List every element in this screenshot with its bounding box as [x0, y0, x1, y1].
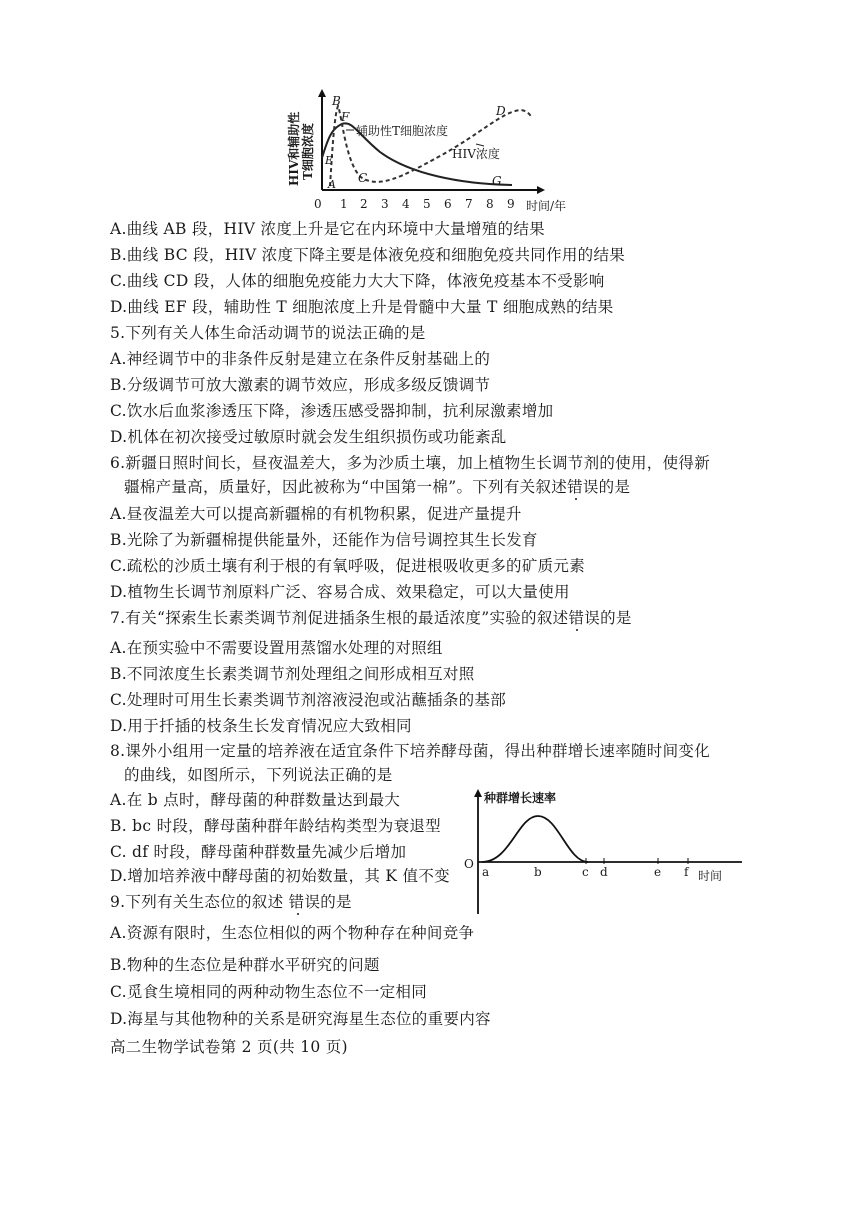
fig1-x-arrow	[537, 186, 545, 194]
q9-stem-a: 9.下列有关生态位的叙述	[110, 893, 289, 911]
fig2-y-arrow	[474, 789, 482, 797]
tick-3: 3	[381, 197, 389, 211]
tick-6: 6	[444, 197, 452, 211]
q9-option-a: A.资源有限时，生态位相似的两个物种存在种间竞争	[110, 924, 475, 942]
label-d: D	[496, 104, 506, 118]
q6-option-a: A.昼夜温差大可以提高新疆棉的有机物积累，促进产量提升	[110, 505, 522, 523]
q9-stem	[110, 891, 352, 913]
q7-stem-c: 误的是	[584, 609, 632, 627]
q4-option-a: A.曲线 AB 段，HIV 浓度上升是它在内环境中大量增殖的结果	[110, 220, 545, 238]
fig2-origin: O	[464, 857, 474, 871]
tick-7: 7	[465, 197, 473, 211]
label-f: F	[341, 110, 350, 124]
q6-option-d: D.植物生长调节剂原料广泛、容易合成、效果稳定，可以大量使用	[110, 583, 570, 601]
q8-option-c: C. df 时段，酵母菌种群数量先减少后增加	[110, 843, 407, 861]
tick-0: 0	[314, 197, 322, 211]
q8-stem-line-1: 8.课外小组用一定量的培养液在适宜条件下培养酵母菌，得出种群增长速率随时间变化	[110, 742, 710, 760]
q9-stem-c: 误的是	[304, 893, 352, 911]
fig1-ylabel-1: HIV和辅助性	[287, 111, 301, 186]
q7-option-c: C.处理时可用生长素类调节剂溶液浸泡或沾蘸插条的基部	[110, 691, 507, 709]
label-a: A	[328, 178, 336, 191]
q5-stem: 5.下列有关人体生命活动调节的说法正确的是	[110, 324, 426, 342]
q7-stem-a: 7.有关“探索生长素类调节剂促进插条生根的最适浓度”实验的叙述	[110, 609, 569, 627]
q6-stem-line-2	[124, 476, 630, 498]
fig1-xlabel: 时间/年	[526, 199, 567, 213]
q7-stem	[110, 607, 632, 629]
tick-8: 8	[486, 197, 494, 211]
point-d: d	[600, 865, 608, 879]
growth-rate-curve	[482, 816, 588, 862]
q6-option-b: B.光除了为新疆棉提供能量外，还能作为信号调控其生长发育	[110, 531, 538, 549]
q5-option-b: B.分级调节可放大激素的调节效应，形成多级反馈调节	[110, 376, 491, 394]
q7-option-a: A.在预实验中不需要设置用蒸馏水处理的对照组	[110, 639, 443, 657]
q4-option-c: C.曲线 CD 段，人体的细胞免疫能力大大下降，体液免疫基本不受影响	[110, 272, 605, 290]
fig2-xlabel: 时间	[698, 869, 723, 883]
page-footer: 高二生物学试卷第 2 页(共 10 页)	[110, 1038, 348, 1056]
tick-4: 4	[402, 197, 410, 211]
q5-option-a: A.神经调节中的非条件反射是建立在条件反射基础上的	[110, 350, 491, 368]
label-c: C	[358, 171, 368, 185]
t-cell-curve-label: 辅助性T细胞浓度	[356, 124, 449, 138]
q8-option-b: B. bc 时段，酵母菌种群年龄结构类型为衰退型	[110, 817, 441, 835]
q7-emphasis: 错	[568, 609, 585, 627]
q9-emphasis: 错	[288, 893, 305, 911]
tick-9: 9	[507, 197, 515, 211]
hiv-curve-label: HIV浓度	[452, 147, 500, 161]
q6-option-c: C.疏松的沙质土壤有利于根的有氧呼吸，促进根吸收更多的矿质元素	[110, 557, 586, 575]
q5-option-c: C.饮水后血浆渗透压下降，渗透压感受器抑制，抗利尿激素增加	[110, 402, 554, 420]
label-e: E	[325, 154, 334, 167]
fig2-ylabel: 种群增长速率	[484, 791, 557, 805]
tick-1: 1	[340, 197, 348, 211]
q8-stem-line-2: 的曲线，如图所示，下列说法正确的是	[124, 766, 393, 784]
point-b: b	[534, 865, 542, 879]
growth-rate-figure	[460, 784, 750, 918]
label-g: G	[492, 174, 502, 188]
q6-stem-2c: 误的是	[582, 478, 631, 496]
fig1-y-arrow	[318, 89, 326, 97]
q7-option-d: D.用于扦插的枝条生长发育情况应大致相同	[110, 717, 412, 735]
hiv-pointer	[476, 144, 484, 146]
q6-stem-line-1: 6.新疆日照时间长，昼夜温差大，多为沙质土壤，加上植物生长调节剂的使用，使得新	[110, 454, 710, 472]
fig1-ylabel-2: T细胞浓度	[301, 123, 315, 180]
q6-stem-2a: 疆棉产量高，质量好，因此被称为“中国第一棉”。下列有关叙述	[124, 478, 568, 496]
q5-option-d: D.机体在初次接受过敏原时就会发生组织损伤或功能紊乱	[110, 428, 507, 446]
tick-2: 2	[360, 197, 368, 211]
q4-option-b: B.曲线 BC 段，HIV 浓度下降主要是体液免疫和细胞免疫共同作用的结果	[110, 246, 626, 264]
label-b: B	[332, 94, 341, 108]
q7-option-b: B.不同浓度生长素类调节剂处理组之间形成相互对照	[110, 665, 475, 683]
hiv-t-cell-figure	[280, 86, 590, 218]
point-f: f	[684, 865, 689, 879]
q9-option-b: B.物种的生态位是种群水平研究的问题	[110, 956, 380, 974]
q9-option-d: D.海星与其他物种的关系是研究海星生态位的重要内容	[110, 1010, 491, 1028]
point-a: a	[482, 865, 490, 879]
q8-option-a: A.在 b 点时，酵母菌的种群数量达到最大	[110, 791, 401, 809]
q9-option-c: C.觅食生境相同的两种动物生态位不一定相同	[110, 983, 428, 1001]
q4-option-d: D.曲线 EF 段，辅助性 T 细胞浓度上升是骨髓中大量 T 细胞成熟的结果	[110, 298, 614, 316]
point-e: e	[654, 865, 662, 879]
q8-option-d: D.增加培养液中酵母菌的初始数量，其 K 值不变	[110, 867, 450, 885]
tick-5: 5	[423, 197, 431, 211]
point-c: c	[582, 865, 589, 879]
q6-emphasis: 错	[567, 478, 583, 496]
